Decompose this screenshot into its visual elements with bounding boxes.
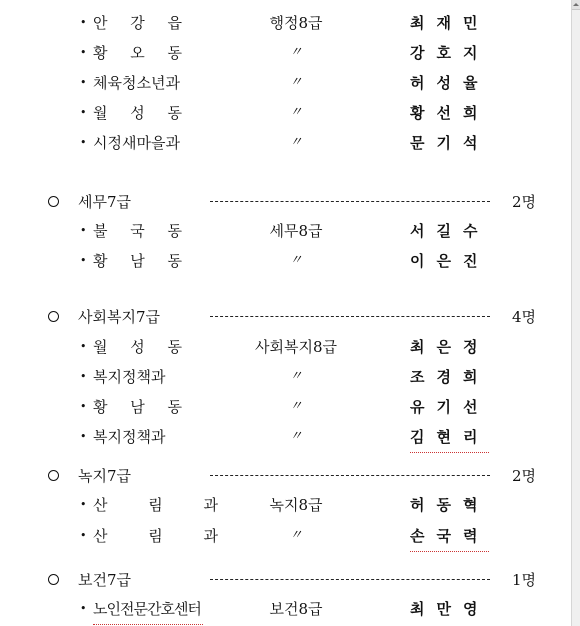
- section-header: [0, 187, 572, 217]
- bullet: •: [80, 370, 87, 383]
- grade: 〃: [289, 429, 303, 444]
- list-item: [0, 68, 572, 98]
- grade: 사회복지8급: [255, 338, 337, 356]
- department: 황 남 동: [93, 252, 192, 270]
- grade: 〃: [289, 528, 303, 543]
- list-item: [0, 422, 572, 452]
- bullet: •: [80, 602, 87, 615]
- grade: 보건8급: [269, 600, 323, 618]
- bullet: •: [80, 340, 87, 353]
- department: 불 국 동: [93, 222, 192, 240]
- department: 복지정책과: [93, 428, 166, 446]
- person-name: 최은정: [410, 338, 490, 356]
- grade: 〃: [289, 399, 303, 414]
- grade: 〃: [289, 75, 303, 90]
- person-name: 최재민: [410, 14, 490, 32]
- section-count: 4명: [512, 308, 537, 326]
- grade: 〃: [289, 105, 303, 120]
- bullet: •: [80, 76, 87, 89]
- section-title: 세무7급: [78, 193, 132, 211]
- list-item: [0, 246, 572, 276]
- department: 안 강 읍: [93, 14, 192, 32]
- section-title: 사회복지7급: [78, 308, 160, 326]
- person-name: 허동혁: [410, 496, 490, 514]
- bullet: •: [80, 254, 87, 267]
- section-count: 2명: [512, 467, 537, 485]
- circle-bullet-icon: [48, 470, 59, 481]
- circle-bullet-icon: [48, 574, 59, 585]
- list-item: [0, 128, 572, 158]
- list-item: [0, 392, 572, 422]
- vertical-scrollbar[interactable]: [571, 0, 580, 626]
- department: 황 남 동: [93, 398, 192, 416]
- section-header: [0, 461, 572, 491]
- grade: 〃: [289, 253, 303, 268]
- bullet: •: [80, 529, 87, 542]
- person-name: 유기선: [410, 398, 490, 416]
- section-title: 보건7급: [78, 571, 132, 589]
- list-item: [0, 362, 572, 392]
- grade: 〃: [289, 45, 303, 60]
- list-item: [0, 332, 572, 362]
- department: 산 림 과: [93, 496, 237, 514]
- bullet: •: [80, 46, 87, 59]
- bullet: •: [80, 430, 87, 443]
- bullet: •: [80, 106, 87, 119]
- dashed-leader: [210, 201, 490, 202]
- person-name: 김현리: [410, 422, 489, 453]
- grade: 행정8급: [269, 14, 323, 32]
- section-count: 2명: [512, 193, 537, 211]
- grade: 세무8급: [269, 222, 323, 240]
- bullet: •: [80, 16, 87, 29]
- department: 월 성 동: [93, 104, 192, 122]
- bullet: •: [80, 136, 87, 149]
- list-item: [0, 490, 572, 520]
- department: 황 오 동: [93, 44, 192, 62]
- person-name: 허성율: [410, 74, 490, 92]
- section-count: 1명: [512, 571, 537, 589]
- person-name: 손국력: [410, 521, 489, 552]
- department: 노인전문간호센터: [93, 594, 203, 625]
- circle-bullet-icon: [48, 196, 59, 207]
- person-name: 서길수: [410, 222, 490, 240]
- dashed-leader: [210, 316, 490, 317]
- list-item: [0, 521, 572, 551]
- list-item: [0, 8, 572, 38]
- dashed-leader: [210, 579, 490, 580]
- person-name: 강호지: [410, 44, 490, 62]
- list-item: [0, 216, 572, 246]
- person-name: 조경희: [410, 368, 490, 386]
- grade: 〃: [289, 135, 303, 150]
- department: 시정새마을과: [93, 134, 180, 152]
- bullet: •: [80, 498, 87, 511]
- department: 체육청소년과: [93, 74, 180, 92]
- section-header: [0, 565, 572, 595]
- dashed-leader: [210, 475, 490, 476]
- scroll-up-arrow-icon[interactable]: [572, 0, 580, 10]
- grade: 〃: [289, 369, 303, 384]
- section-header: [0, 302, 572, 332]
- list-item: [0, 98, 572, 128]
- department: 산 림 과: [93, 527, 237, 545]
- person-name: 최만영: [410, 600, 490, 618]
- bullet: •: [80, 400, 87, 413]
- section-title: 녹지7급: [78, 467, 132, 485]
- department: 복지정책과: [93, 368, 166, 386]
- department: 월 성 동: [93, 338, 192, 356]
- bullet: •: [80, 224, 87, 237]
- grade: 녹지8급: [269, 496, 323, 514]
- list-item: [0, 38, 572, 68]
- person-name: 황선희: [410, 104, 490, 122]
- circle-bullet-icon: [48, 311, 59, 322]
- list-item: [0, 594, 572, 624]
- person-name: 이은진: [410, 252, 490, 270]
- person-name: 문기석: [410, 134, 490, 152]
